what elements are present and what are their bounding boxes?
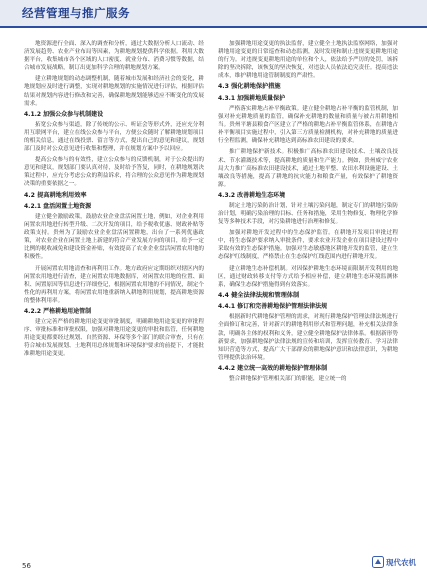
paragraph: 建立耕地规划的动态调整机制，随着城市发展和经济社会的变化，耕地规划应及时进行调整，实现对耕地规划的实施情况进行评估，根据评估结果对规划内容进行修改和完善，确保耕地规划能够适应不断变化的发展需求。 [24,76,204,107]
paragraph: 严格落实耕地占补平衡政策。建立健全耕地占补平衡的监管机制，加强对补充耕地质量的监管，确保补充耕地的数量和质量与被占用耕地相当。贵州平塘县粮食产区建立了严格的耕地占补平衡监管体系，在耕地占补平衡项目实施过程中，引入第三方质量检测机构，对补充耕地的质量进行全程监测，确保补充耕地达到高标准农田建设的要求。 [218,105,398,145]
subsection-heading: 4.4.1 修订和完善耕地保护管理法律法规 [218,303,328,311]
paragraph: 提高公众参与的有效性，建立公众参与的反馈机制，对于公众提出的意见和建议，规划部门要认真对待，及时给予答复，同时，在耕地规划决策过程中，应充分考虑公众的利益诉求，将合理的公众意见作为耕地规划决策的重要依据之一。 [24,157,204,188]
section-heading: 4.3 强化耕地保护措施 [218,83,281,91]
subsection-heading: 4.3.1 加强耕地质量保护 [218,94,286,102]
paragraph: 推广耕地保护新技术。积极推广高标准农田建设技术、土壤改良技术、节水灌溉技术等，提高耕地的质量和生产能力。例如，贵州威宁农业局大力推广高标准农田建设技术，通过土地平整、农田水利设施建设、土壤改良等措施，提高了耕地的抗灾能力和粮食产量，有效保护了耕地资源。 [218,149,398,188]
paragraph: 地资源进行全面、深入的调查和分析，通过大数据分析人口流动、经济发展趋势、农业产业布局等因素，为耕地规划提供科学依据。利用大数据平台，收集城市各个区域的人口密度、就业分布、消费习惯等数据，结合城市发展战略，制订出更加科学合理的耕地规划方案。 [24,41,204,72]
subsection-heading: 4.3.2 改善耕地生态环境 [218,191,286,199]
paragraph: 整合耕地保护管理相关部门的职能，建立统一的 [229,375,347,382]
page-header [0,0,427,34]
section-heading: 4.4 健全法律法规和管理体制 [218,291,300,299]
subsection-heading: 4.1.2 加强公众参与机制建设 [24,110,104,118]
paragraph: 制定土地污染防治计划，针对土壤污染问题，制定专门的耕地污染防治计划，明确污染治理的目标、任务和措施，采用生物修复、物理化学修复等多种技术手段，对污染耕地进行治理和修复。 [218,202,398,226]
header-rule [0,26,427,28]
section-heading: 4.2 提高耕地利用效率 [24,191,87,199]
left-column [24,40,204,362]
paragraph: 建立完善严格的耕地用途变更审批制度，明确耕地用途变更的审批程序、审批标准和审批权限，加强对耕地用途变更的审批和监管，任何耕地用途变更都要经过规划、自然资源、环保等多个部门的联合审查，只有在符合城市发展规划、土地利用总体规划和环境保护要求的前提下，才能批准耕地用途变更。 [24,319,204,358]
publication-logo [372,555,418,571]
subsection-heading: 4.4.2 建立统一高效的耕地保护管理体制 [218,364,328,372]
paragraph: 根据新时代耕地保护管理的需求，对现行耕地保护管理法律法规进行全面修订和完善，针对新兴的耕地利用形式和管理问题，补充相关法律条款，明确各主体的权利和义务，建立健全耕地保护法律体系。根据新形势新要求，加强耕地保护法律法规的宣传和培训，发挥宣传教育、学习法律知识营造等方式，提高广大干部群众的耕地保护意识和法律意识，为耕地管理提供法治环境。 [218,314,398,361]
logo-icon [372,556,384,568]
section-title: 经营管理与推广服务 [22,6,130,20]
right-column [218,40,398,386]
subsection-heading: 4.2.2 严格耕地用途管制 [24,308,92,316]
logo-text: 现代农机 [386,558,416,567]
subsection-heading: 4.2.1 盘活闲置土地资源 [24,203,92,210]
paragraph: 加强耕地用途变更的执法监督，建立健全土地执法监察网络，加强对耕地用途变更的日常巡查和动态监测，及时发现和制止违规变更耕地用途的行为。对违规变更耕地用途的单位和个人，依法给予严厉的处罚，该拆除的坚决拆除，该恢复的坚决恢复，对违法人员依法追究责任。提高违法成本，维护耕地用途管制制度的严肃性。 [218,41,398,80]
paragraph: 拓宽公众参与渠道，除了传统的公示、听证会等形式外，还应充分利用互联网平台，建立在线公众参与平台，方便公众随时了解耕地规划项目的相关信息，通过在线投票、留言等方式，提出自己的意见和建议，规划部门及时对公众意见进行收集和整理，并在规划方案中予以回应。 [24,121,204,153]
paragraph: 建立健全激励政策，鼓励农业企业盘活闲置土地，例如，对企业利用闲置农用地进行转型升级、二次开发的项目，给予税收优惠、财政补贴等政策支持。贵州为了鼓励农业企业盘活闲置耕地，出台了一系列优惠政策，对农业企业在闲置土地上新建的符合产业发展方向的项目，给予一定比例的税收减免和建设资金补贴，有效提高了农业企业盘活闲置农用地的积极性。 [24,214,204,261]
paragraph: 开展闲置农用地清查和再利用工作。地方政府应定期组织对辖区内的闲置农用地进行清查，建立闲置农用地数据库，对闲置农用地的位置、面积、闲置原因等信息进行详细登记，根据闲置农用地的不同情况，制定个性化的再利用方案，将闲置农用地重新纳入耕地利用规划，提高耕地资源的整体利用率。 [24,265,204,304]
paragraph: 加强对耕地开发过程中的生态保护监管。在耕地开发项目审批过程中，将生态保护要求纳入审批条件，要求农业开发企业在项目建设过程中采取有效的生态保护措施。加强对生态敏感地区耕地开发的监管，建立生态保护红线制度，严格禁止在生态保护红线范围内进行耕地开发。 [218,230,398,261]
paragraph: 建立耕地生态补偿机制。对因保护耕地生态环境而限制开发利用的地区，通过财政转移支付等方式给予相应补偿，建立耕地生态环境监测体系，确保生态保护措施得到有效落实。 [218,265,398,288]
page-number: 56 [22,562,31,570]
